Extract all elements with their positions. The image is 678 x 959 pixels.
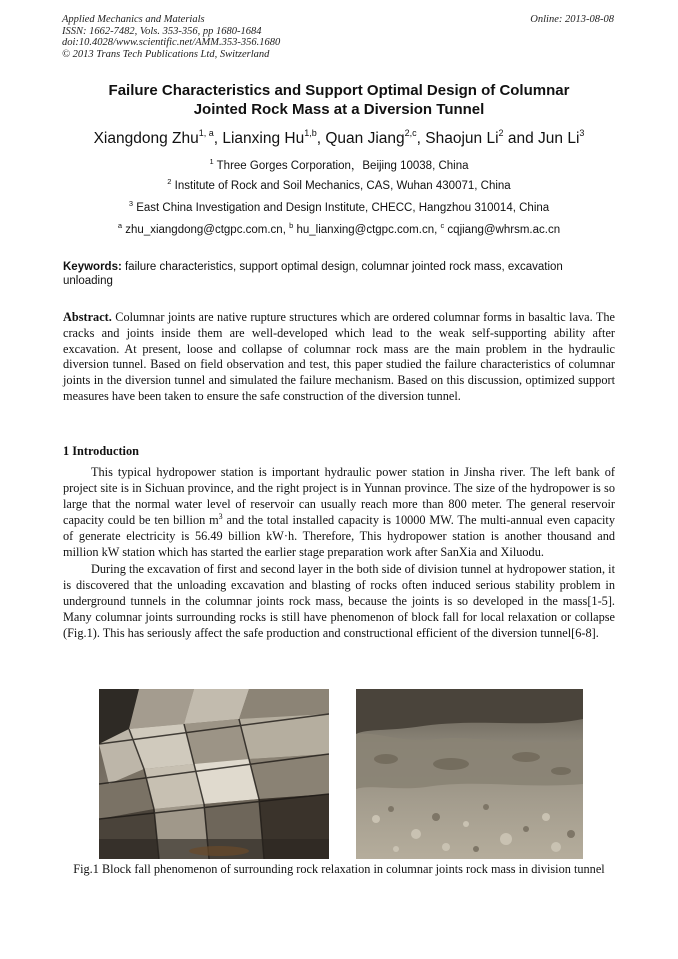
columnar-rock-photo [99, 689, 329, 859]
author-affil-marker: 3 [579, 128, 585, 138]
paragraph-2: During the excavation of first and second layer in the both side of division tunnel at hydropower station, it is discovered that the unloading excavation and blasting of rocks often induced serious stability problem in underground tunnels in the columnar joints rock mass, because the joints is so developed in the mass[1-5]. Many columnar joints surrounding rocks is still have phenomenon of block fall for local relaxation or collapse (Fig.1). This has seriously affect the safe production and constructional efficient of the diversion tunnel[6-8]. [63, 561, 615, 640]
email-line [20, 221, 658, 236]
email-marker: b [289, 221, 294, 230]
affiliation-text: Institute of Rock and Soil Mechanics, CAS, Wuhan 430071, China [171, 180, 511, 192]
affiliation-2 [20, 177, 658, 192]
author-separator: , [213, 130, 223, 147]
paragraph-1 [63, 464, 615, 561]
author-separator: , [316, 130, 326, 147]
author-list [20, 130, 658, 148]
author-name: Quan Jiang [325, 130, 405, 147]
block-fall-photo [356, 689, 583, 859]
email-address[interactable]: cqjiang@whrsm.ac.cn [444, 224, 561, 236]
author-affil-marker: 2 [498, 128, 504, 138]
affiliation-marker: 2 [167, 177, 172, 186]
online-date: Online: 2013-08-08 [530, 14, 614, 25]
journal-name: Applied Mechanics and Materials [62, 14, 205, 25]
email-address[interactable]: zhu_xiangdong@ctgpc.com.cn, [122, 224, 290, 236]
author-separator: and [503, 130, 539, 147]
email-marker: c [440, 221, 445, 230]
keywords-text: failure characteristics, support optimal design, columnar jointed rock mass, excavation unloading [63, 261, 563, 287]
affiliation-text: Three Gorges Corporation，Beijing 10038, China [213, 160, 469, 172]
superscript: 3 [218, 512, 223, 522]
affiliation-marker: 3 [128, 199, 133, 208]
email-marker: a [117, 221, 123, 230]
title-line-1: Failure Characteristics and Support Optimal Design of Columnar [108, 82, 570, 99]
keywords-label: Keywords: [63, 261, 122, 273]
issn-line: ISSN: 1662-7482, Vols. 353-356, pp 1680-1684 [62, 25, 262, 37]
introduction-body [63, 464, 615, 641]
abstract-text: Columnar joints are native rupture structures which are ordered columnar forms in basaltic lava. The cracks and joints inside them are well-developed which lead to the weak self-supporting ability after excavation. At present, loose and collapse of columnar rock mass are the main problem in the hydraulic diversion tunnel. Based on field observation and test, this paper studied the failure characteristics of columnar joints in the diversion tunnel and simulated the failure mechanism. Based on this discussion, optimized support measures have been taken to ensure the safe construction of the diversion tunnel. [63, 310, 615, 403]
author-name: Jun Li [538, 130, 580, 147]
author-affil-marker: 1,b [304, 128, 317, 138]
author-name: Lianxing Hu [222, 130, 305, 147]
abstract-label: Abstract. [63, 310, 112, 324]
paragraph-text: and the total installed capacity is 10000 MW. The multi-annual even capacity of generate electricity is 56.49 billion kW·h. Therefore, This hydropower station is another thousand and million kW station which has started the earlier stage preparation work after SanXia and Xiluodu. [63, 513, 615, 560]
email-address[interactable]: hu_lianxing@ctgpc.com.cn, [293, 224, 441, 236]
keywords [63, 261, 615, 288]
affiliation-text: East China Investigation and Design Institute, CHECC, Hangzhou 310014, China [133, 202, 550, 214]
figure-photo-block-fall [356, 689, 583, 859]
author-affil-marker: 2,c [404, 128, 417, 138]
author-separator: , [416, 130, 426, 147]
author-affil-marker: 1, a [198, 128, 214, 138]
affiliation-3 [20, 199, 658, 214]
section-heading: 1 Introduction [63, 444, 139, 458]
copyright-line: © 2013 Trans Tech Publications Ltd, Switzerland [62, 48, 270, 60]
title-line-2: Jointed Rock Mass at a Diversion Tunnel [193, 101, 485, 118]
doi-line[interactable]: doi:10.4028/www.scientific.net/AMM.353-356.1680 [62, 37, 281, 48]
paper-title [40, 81, 638, 119]
author-name: Xiangdong Zhu [93, 130, 199, 147]
journal-header [62, 14, 280, 60]
affiliation-marker: 1 [209, 157, 214, 166]
figure-photo-rock-wall [99, 689, 329, 859]
affiliation-1 [20, 157, 658, 173]
figure-caption: Fig.1 Block fall phenomenon of surrounding rock relaxation in columnar joints rock mass in division tunnel [73, 862, 605, 876]
author-name: Shaojun Li [425, 130, 499, 147]
abstract [63, 310, 615, 405]
paragraph-text: This typical hydropower station is important hydraulic power station in Jinsha river. The left bank of project site is in Sichuan province, and the right project is in Yunnan province. The size of the hydropower is so large that the normal water level of reservoir can usually reach more than 800 meter. The general reservoir capacity could be ten billion m [63, 465, 615, 528]
